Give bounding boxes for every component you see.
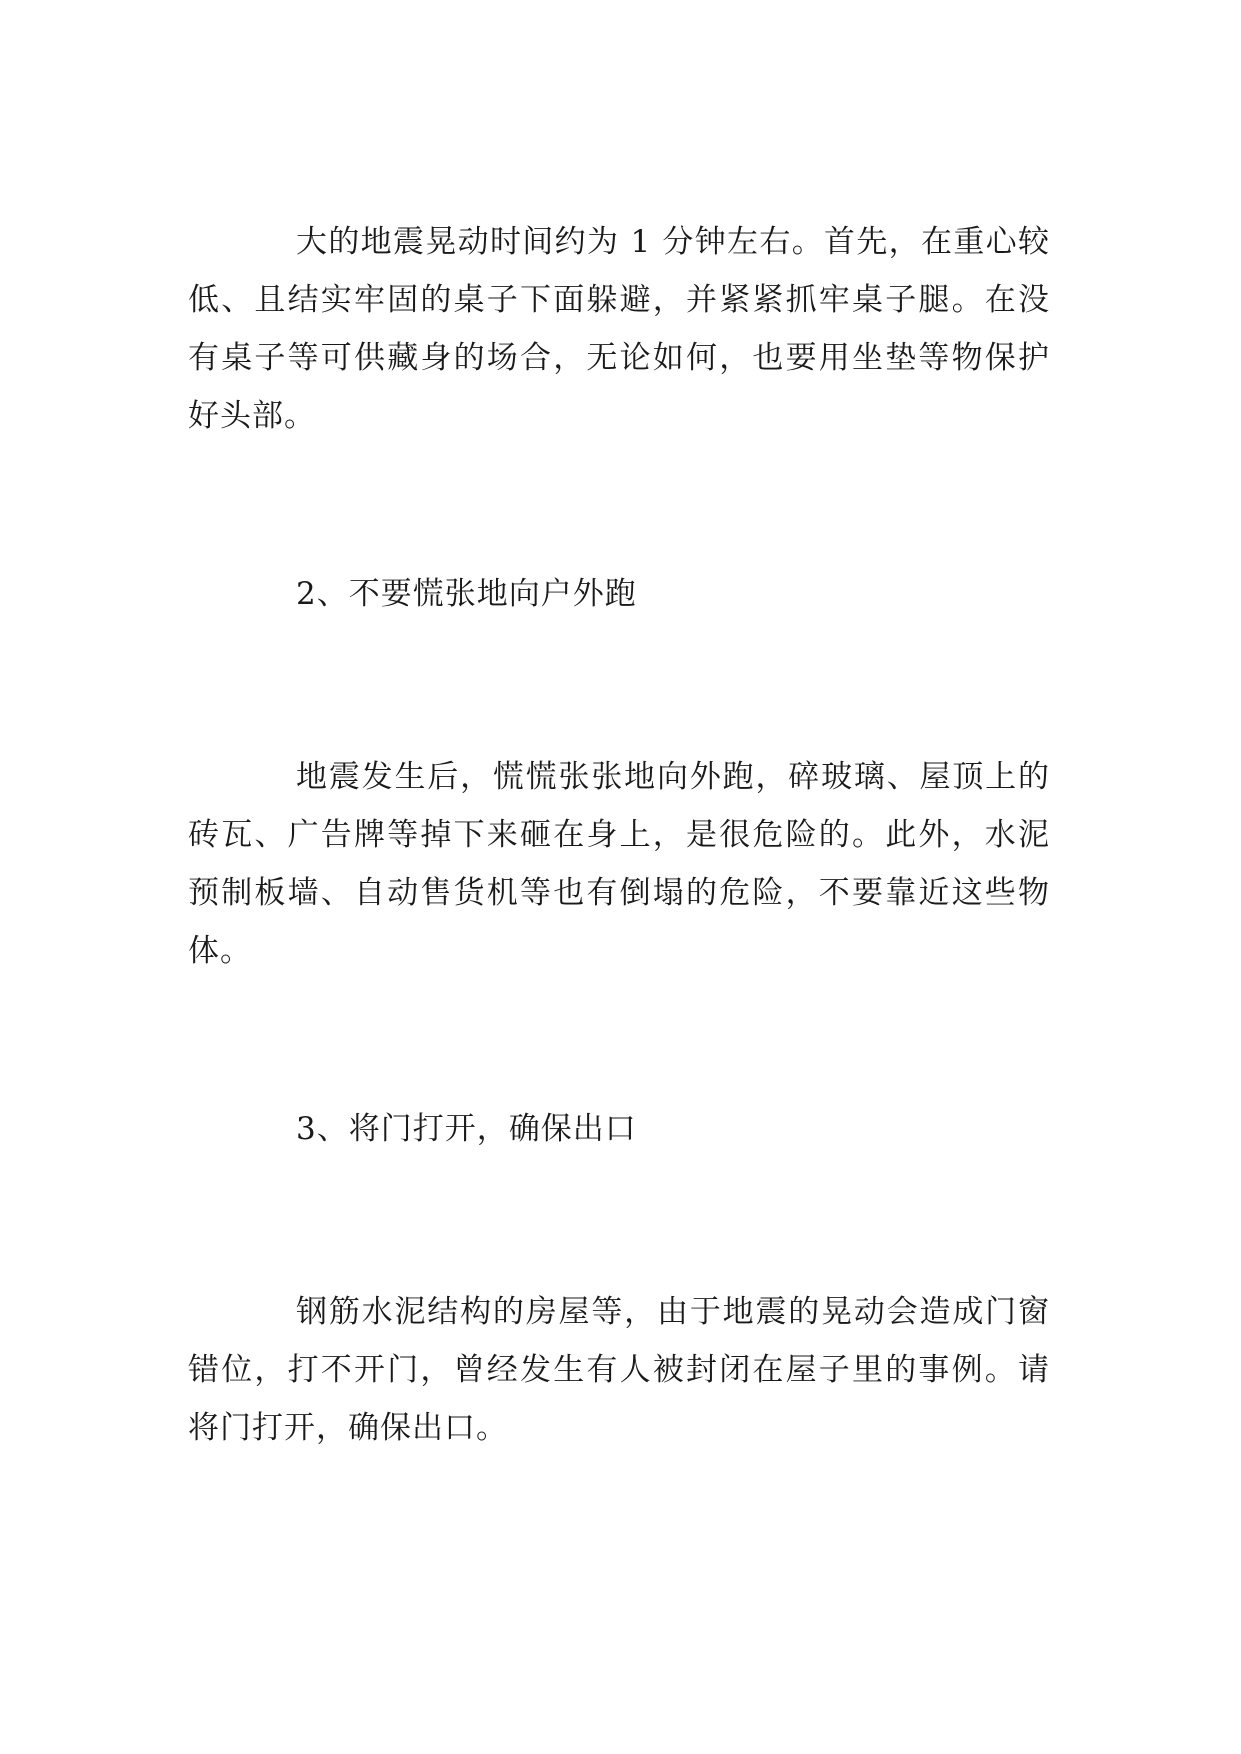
section-heading: 2、不要慌张地向户外跑 xyxy=(296,576,637,612)
body-paragraph: 大的地震晃动时间约为 1 分钟左右。首先，在重心较低、且结实牢固的桌子下面躲避，并紧紧抓牢桌子腿。在没有桌子等可供藏身的场合，无论如何，也要用坐垫等物保护好头部。 xyxy=(188,224,1050,434)
body-paragraph: 钢筋水泥结构的房屋等，由于地震的晃动会造成门窗错位，打不开门，曾经发生有人被封闭在屋子里的事例。请将门打开，确保出口。 xyxy=(188,1294,1050,1446)
section-heading: 3、将门打开，确保出口 xyxy=(296,1111,637,1147)
body-paragraph: 地震发生后，慌慌张张地向外跑，碎玻璃、屋顶上的砖瓦、广告牌等掉下来砸在身上，是很危险的。此外，水泥预制板墙、自动售货机等也有倒塌的危险，不要靠近这些物体。 xyxy=(188,759,1050,969)
